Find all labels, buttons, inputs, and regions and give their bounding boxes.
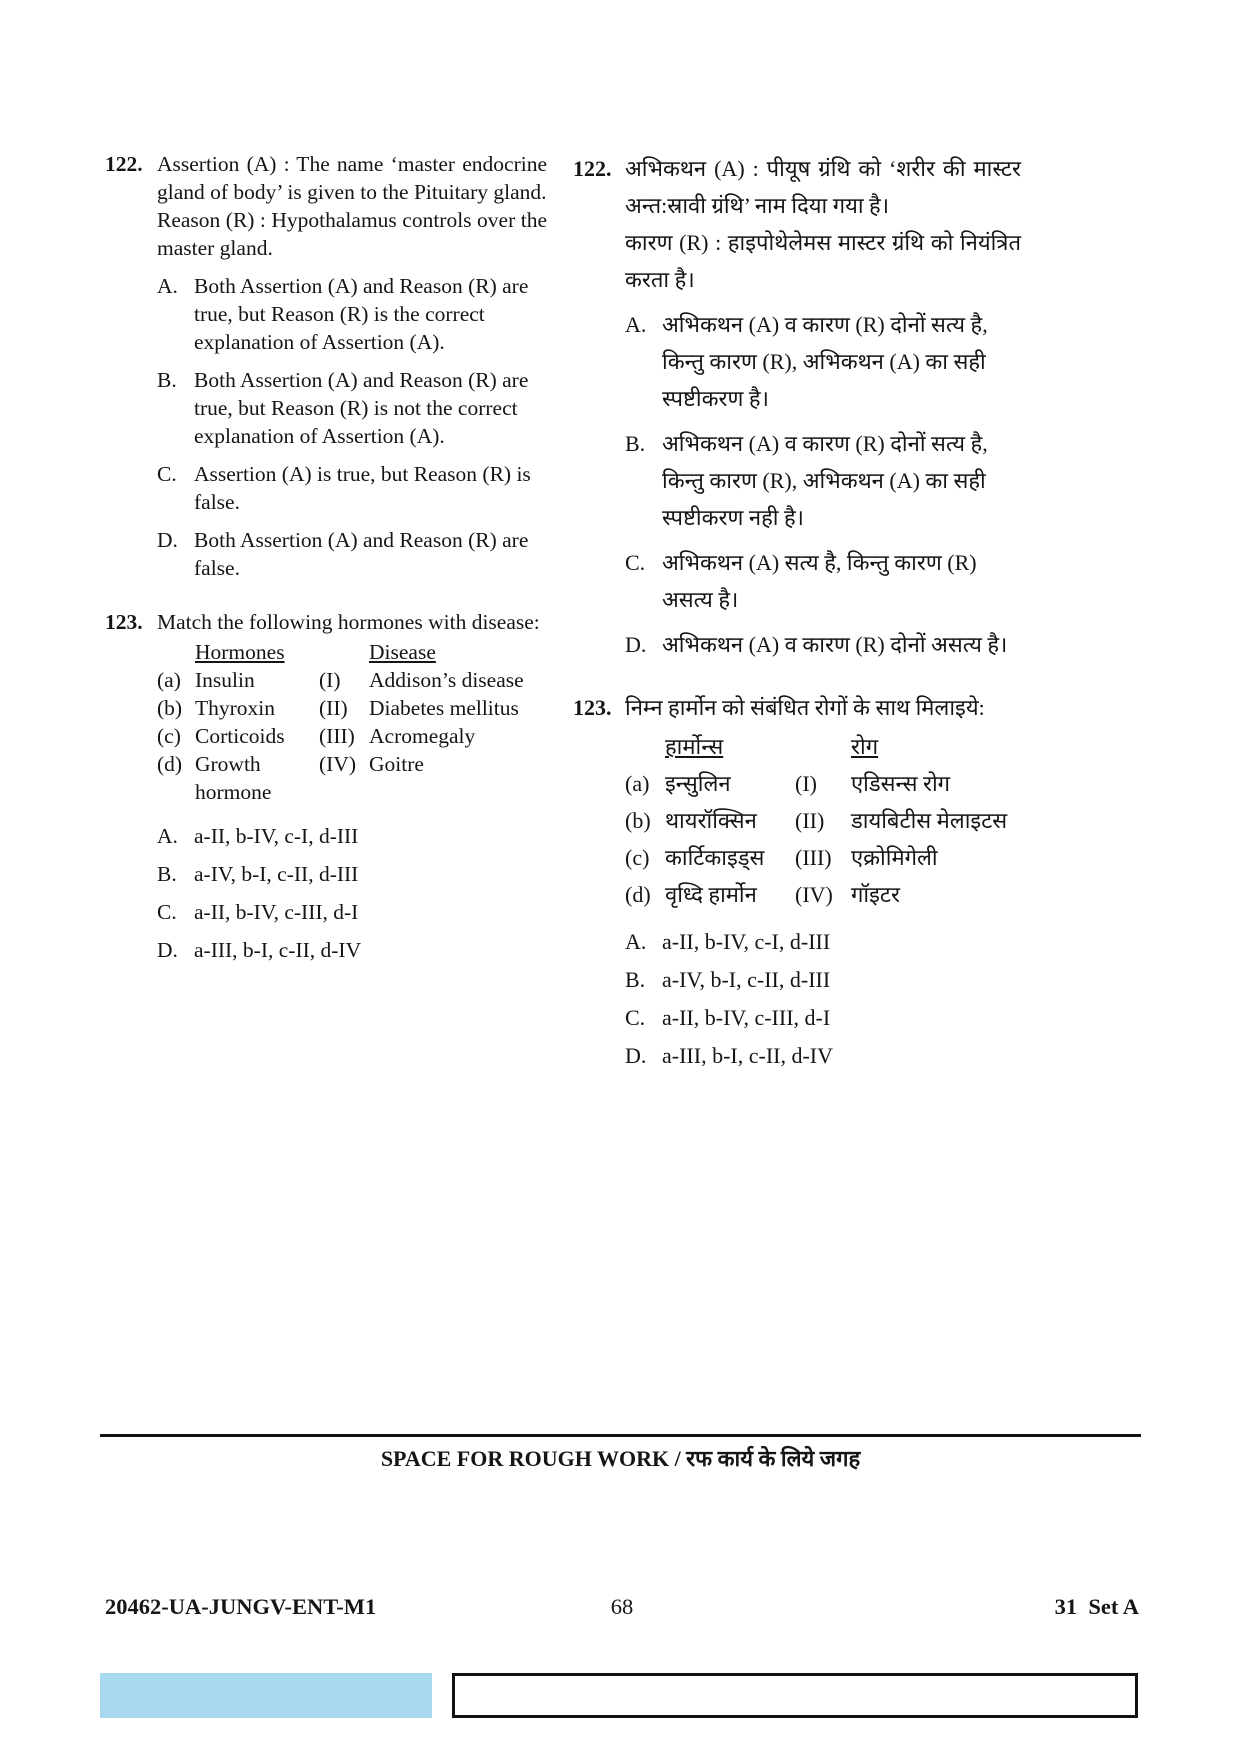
- footer-row: [105, 1594, 1139, 1620]
- row-label: (b): [625, 808, 651, 833]
- booklet-code: 20462-UA-JUNGV-ENT-M1: [105, 1594, 377, 1619]
- hormone-name: Growth hormone: [195, 752, 272, 804]
- option-label: D.: [625, 632, 647, 657]
- question-122-en: [105, 150, 547, 582]
- option-b: [625, 965, 1021, 995]
- roman-numeral: (IV): [795, 882, 833, 907]
- option-d: [157, 526, 547, 582]
- reason-text: कारण (R) : हाइपोथेलेमस मास्टर ग्रंथि को नियंत्रित करता है।: [625, 230, 1021, 292]
- table-header-hormones: हार्मोन्स: [665, 734, 724, 759]
- row-label: (a): [625, 771, 650, 796]
- disease-name: Diabetes mellitus: [369, 696, 519, 720]
- option-label: C.: [157, 900, 177, 924]
- option-text: a-IV, b-I, c-II, d-III: [194, 862, 359, 886]
- english-column: [105, 150, 547, 990]
- roman-numeral: (IV): [319, 752, 357, 776]
- roman-numeral: (II): [795, 808, 825, 833]
- roman-numeral: (III): [795, 845, 832, 870]
- match-table: [157, 638, 547, 806]
- option-label: A.: [625, 929, 647, 954]
- bottom-blue-bar: [100, 1673, 432, 1718]
- option-text: Assertion (A) is true, but Reason (R) is false.: [194, 462, 531, 514]
- table-header-disease: Disease: [369, 640, 436, 664]
- hormone-name: इन्सुलिन: [665, 771, 731, 796]
- table-header-hormones: Hormones: [195, 640, 285, 664]
- option-c: [157, 898, 547, 926]
- hormone-name: Insulin: [195, 668, 255, 692]
- question-intro: Match the following hormones with disease:: [157, 610, 540, 634]
- row-label: (c): [157, 724, 181, 748]
- assertion-text: Assertion (A) : The name ‘master endocrine gland of body’ is given to the Pituitary gland.: [157, 152, 547, 204]
- option-text: Both Assertion (A) and Reason (R) are true, but Reason (R) is the correct explanation of Assertion (A).: [194, 274, 529, 354]
- option-a: [625, 306, 1021, 417]
- option-text: अभिकथन (A) सत्य है, किन्तु कारण (R) असत्य है।: [662, 550, 977, 612]
- disease-name: Acromegaly: [369, 724, 476, 748]
- option-text: a-IV, b-I, c-II, d-III: [662, 967, 831, 992]
- option-text: a-II, b-IV, c-I, d-III: [194, 824, 359, 848]
- option-d: [157, 936, 547, 964]
- option-text: अभिकथन (A) व कारण (R) दोनों असत्य है।: [662, 632, 1008, 657]
- row-label: (d): [157, 752, 183, 776]
- hormone-name: Corticoids: [195, 724, 285, 748]
- rough-work-title: SPACE FOR ROUGH WORK / रफ कार्य के लिये जगह: [380, 1446, 861, 1471]
- reason-text: Reason (R) : Hypothalamus controls over the master gland.: [157, 208, 547, 260]
- option-label: B.: [625, 967, 646, 992]
- option-label: A.: [157, 824, 178, 848]
- disease-name: एडिसन्स रोग: [851, 771, 951, 796]
- hormone-name: Thyroxin: [195, 696, 276, 720]
- roman-numeral: (III): [319, 724, 355, 748]
- option-text: a-III, b-I, c-II, d-IV: [662, 1043, 834, 1068]
- option-d: [625, 626, 1021, 663]
- question-number: 122.: [105, 152, 143, 176]
- row-label: (a): [157, 668, 181, 692]
- question-123-hi: [573, 689, 1021, 1071]
- question-body: [625, 689, 1021, 1071]
- hindi-column: [573, 150, 1021, 1097]
- hormone-name: थायरॉक्सिन: [665, 808, 757, 833]
- question-122-hi: [573, 150, 1021, 663]
- row-label: (c): [625, 845, 650, 870]
- option-text: Both Assertion (A) and Reason (R) are true, but Reason (R) is not the correct explanation of Assertion (A).: [194, 368, 529, 448]
- option-label: D.: [625, 1043, 647, 1068]
- option-label: B.: [157, 862, 177, 886]
- option-label: C.: [625, 1005, 646, 1030]
- option-c: [625, 544, 1021, 618]
- option-c: [157, 460, 547, 516]
- option-text: Both Assertion (A) and Reason (R) are false.: [194, 528, 529, 580]
- option-b: [157, 366, 547, 450]
- option-a: [157, 272, 547, 356]
- option-label: B.: [157, 368, 177, 392]
- question-intro: निम्न हार्मोन को संबंधित रोगों के साथ मिलाइये:: [625, 695, 985, 720]
- option-label: D.: [157, 938, 178, 962]
- option-text: अभिकथन (A) व कारण (R) दोनों सत्य है, किन्तु कारण (R), अभिकथन (A) का सही स्पष्टीकरण है।: [662, 312, 988, 411]
- option-label: B.: [625, 431, 646, 456]
- option-label: A.: [625, 312, 647, 337]
- question-123-en: [105, 608, 547, 964]
- disease-name: एक्रोमिगेली: [851, 845, 938, 870]
- hormone-name: वृध्दि हार्मोन: [665, 882, 757, 907]
- set-label: 31 Set A: [1054, 1594, 1139, 1619]
- roman-numeral: (II): [319, 696, 348, 720]
- bottom-white-box: [452, 1673, 1138, 1718]
- question-number: 123.: [105, 610, 143, 634]
- option-label: C.: [625, 550, 646, 575]
- option-text: अभिकथन (A) व कारण (R) दोनों सत्य है, किन्तु कारण (R), अभिकथन (A) का सही स्पष्टीकरण नही है।: [662, 431, 988, 530]
- disease-name: गॉइटर: [851, 882, 900, 907]
- page-number: 68: [610, 1594, 634, 1619]
- question-body: [157, 150, 547, 582]
- row-label: (d): [625, 882, 651, 907]
- option-text: a-II, b-IV, c-I, d-III: [662, 929, 831, 954]
- option-a: [157, 822, 547, 850]
- horizontal-rule: [100, 1434, 1141, 1437]
- option-a: [625, 927, 1021, 957]
- hormone-name: कार्टिकाइड्स: [665, 845, 765, 870]
- roman-numeral: (I): [319, 668, 341, 692]
- question-number: 122.: [573, 156, 612, 181]
- row-label: (b): [157, 696, 183, 720]
- option-c: [625, 1003, 1021, 1033]
- table-header-disease: रोग: [851, 734, 879, 759]
- question-body: [625, 150, 1021, 663]
- disease-name: डायबिटीस मेलाइटस: [851, 808, 1008, 833]
- assertion-text: अभिकथन (A) : पीयूष ग्रंथि को ‘शरीर की मास्टर अन्त:स्रावी ग्रंथि’ नाम दिया गया है।: [625, 156, 1021, 218]
- match-table: [625, 728, 1021, 913]
- option-label: C.: [157, 462, 177, 486]
- option-text: a-II, b-IV, c-III, d-I: [194, 900, 359, 924]
- question-number: 123.: [573, 695, 612, 720]
- option-b: [625, 425, 1021, 536]
- roman-numeral: (I): [795, 771, 817, 796]
- disease-name: Addison’s disease: [369, 668, 524, 692]
- question-body: [157, 608, 547, 964]
- option-text: a-III, b-I, c-II, d-IV: [194, 938, 362, 962]
- option-d: [625, 1041, 1021, 1071]
- option-label: D.: [157, 528, 178, 552]
- option-b: [157, 860, 547, 888]
- option-label: A.: [157, 274, 178, 298]
- disease-name: Goitre: [369, 752, 424, 776]
- option-text: a-II, b-IV, c-III, d-I: [662, 1005, 831, 1030]
